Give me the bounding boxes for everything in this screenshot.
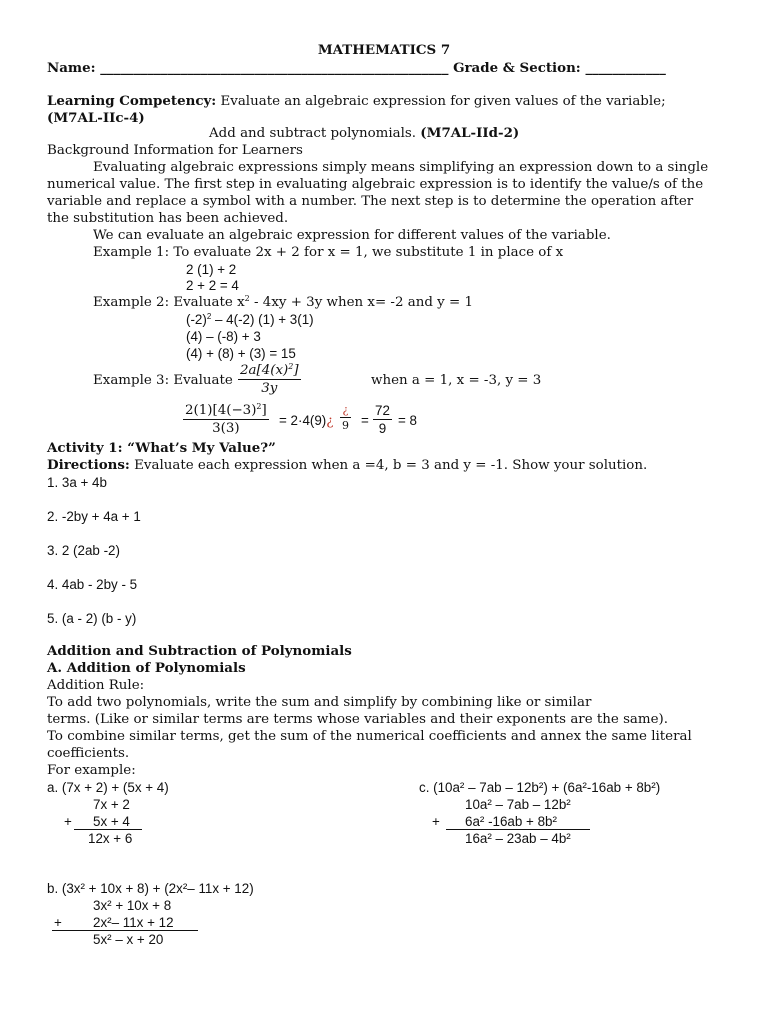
competency-text-1: Evaluate an algebraic expression for given values of the variable; bbox=[216, 94, 666, 109]
name-label: Name: bbox=[47, 60, 96, 76]
example-3-fraction: $\frac{2a[4(x)^2]}{3y}$ bbox=[240, 362, 299, 396]
example-1-step-1: 2 (1) + 2 bbox=[186, 262, 237, 277]
for-example-label: For example: bbox=[47, 763, 136, 778]
activity-item-3: 3. 2 (2ab -2) bbox=[47, 543, 120, 558]
competency-text-2: Add and subtract polynomials. bbox=[209, 126, 421, 141]
background-para-3: variable and replace a symbol with a number. The next step is to determine the operation after bbox=[47, 194, 694, 209]
background-heading: Background Information for Learners bbox=[47, 143, 303, 158]
example-a-row-1: 7x + 2 bbox=[93, 797, 130, 812]
background-intro: We can evaluate an algebraic expression for different values of the variable. bbox=[93, 228, 611, 243]
background-para-4: the substitution has been achieved. bbox=[47, 211, 289, 226]
example-3-glyph: ¿ bbox=[326, 414, 334, 429]
background-para-2: numerical value. The first step in evaluating algebraic expression is to identify the value/s of the bbox=[47, 177, 704, 192]
addition-rule-4: coefficients. bbox=[47, 746, 130, 761]
activity-item-4: 4. 4ab - 2by - 5 bbox=[47, 577, 138, 592]
example-3-glyph-fraction: ¿ 9 bbox=[342, 403, 349, 432]
example-a-row-2: 5x + 4 bbox=[93, 814, 130, 829]
example-3-condition: when a = 1, x = -3, y = 3 bbox=[371, 373, 542, 388]
example-b-title: b. (3x² + 10x + 8) + (2x²– 11x + 12) bbox=[47, 881, 254, 896]
example-3-middle: = 2·4(9)¿ bbox=[279, 413, 334, 429]
competency-label: Learning Competency: bbox=[47, 93, 217, 109]
polynomials-subheading: A. Addition of Polynomials bbox=[47, 660, 246, 676]
example-c-title: c. (10a² – 7ab – 12b²) + (6a²-16ab + 8b²) bbox=[419, 780, 661, 795]
example-1-title: Example 1: To evaluate 2x + 2 for x = 1, we substitute 1 in place of x bbox=[93, 245, 564, 260]
addition-rule-1: To add two polynomials, write the sum and simplify by combining like or similar bbox=[47, 695, 592, 710]
addition-rule-3: To combine similar terms, get the sum of the numerical coefficients and annex the same literal bbox=[47, 729, 692, 744]
example-2-title: Example 2: Evaluate $x^2 - 4xy + 3y$ when x= -2 and y = 1 bbox=[93, 294, 473, 310]
page-title: MATHEMATICS 7 bbox=[317, 42, 451, 58]
example-2-step-2: (4) – (-8) + 3 bbox=[186, 329, 261, 344]
polynomials-heading: Addition and Subtraction of Polynomials bbox=[47, 643, 352, 659]
example-a-plus: + bbox=[64, 814, 72, 829]
example-c-plus: + bbox=[432, 814, 440, 829]
activity-title: Activity 1: “What’s My Value?” bbox=[47, 440, 276, 456]
example-a-sum: 12x + 6 bbox=[88, 831, 133, 846]
competency-code-1: (M7AL-IIc-4) bbox=[47, 110, 145, 126]
example-b-row-2: 2x²– 11x + 12 bbox=[93, 915, 174, 930]
activity-directions: Directions: Evaluate each expression when a =4, b = 3 and y = -1. Show your solution. bbox=[47, 457, 648, 473]
example-b-row-1: 3x² + 10x + 8 bbox=[93, 898, 172, 913]
example-3-equals: = bbox=[361, 413, 369, 428]
example-2-step-1: $(-2)^2 - 4(-2) (1) + 3(1)$ bbox=[186, 312, 314, 327]
addition-rule-label: Addition Rule: bbox=[47, 678, 145, 693]
example-c-row-1: 10a² – 7ab – 12b² bbox=[465, 797, 571, 812]
example-1-step-2: 2 + 2 = 4 bbox=[186, 278, 239, 293]
competency-line bbox=[47, 93, 666, 110]
example-b-sum: 5x² – x + 20 bbox=[93, 932, 164, 947]
example-3-result: = 8 bbox=[398, 413, 417, 428]
example-c-sum: 16a² – 23ab – 4b² bbox=[465, 831, 571, 846]
background-para-1: Evaluating algebraic expressions simply means simplifying an expression down to a single bbox=[93, 160, 709, 175]
grade-label: Grade & Section: bbox=[453, 60, 581, 76]
activity-item-1: 1. 3a + 4b bbox=[47, 475, 107, 490]
addition-rule-2: terms. (Like or similar terms are terms whose variables and their exponents are the same). bbox=[47, 712, 669, 727]
example-c-row-2: 6a² -16ab + 8b² bbox=[465, 814, 557, 829]
name-line bbox=[47, 60, 666, 77]
example-b-plus: + bbox=[54, 915, 62, 930]
activity-item-5: 5. (a - 2) (b - y) bbox=[47, 611, 137, 626]
grade-blank: ____________ bbox=[585, 60, 666, 76]
competency-line-2 bbox=[209, 125, 519, 142]
example-2-step-3: (4) + (8) + (3) = 15 bbox=[186, 346, 296, 361]
example-a-title: a. (7x + 2) + (5x + 4) bbox=[47, 780, 169, 795]
name-blank: ____________________________________________________ bbox=[100, 60, 449, 76]
activity-item-2: 2. -2by + 4a + 1 bbox=[47, 509, 141, 524]
competency-code-2: (M7AL-IId-2) bbox=[420, 125, 520, 141]
example-3-solution-fraction: $\frac{2(1)[4(-3)^2]}{3(3)}$ bbox=[185, 402, 267, 436]
example-3-title: Example 3: Evaluate bbox=[93, 373, 233, 388]
example-3-72-over-9: $\frac{72}{9}$ bbox=[375, 403, 390, 436]
